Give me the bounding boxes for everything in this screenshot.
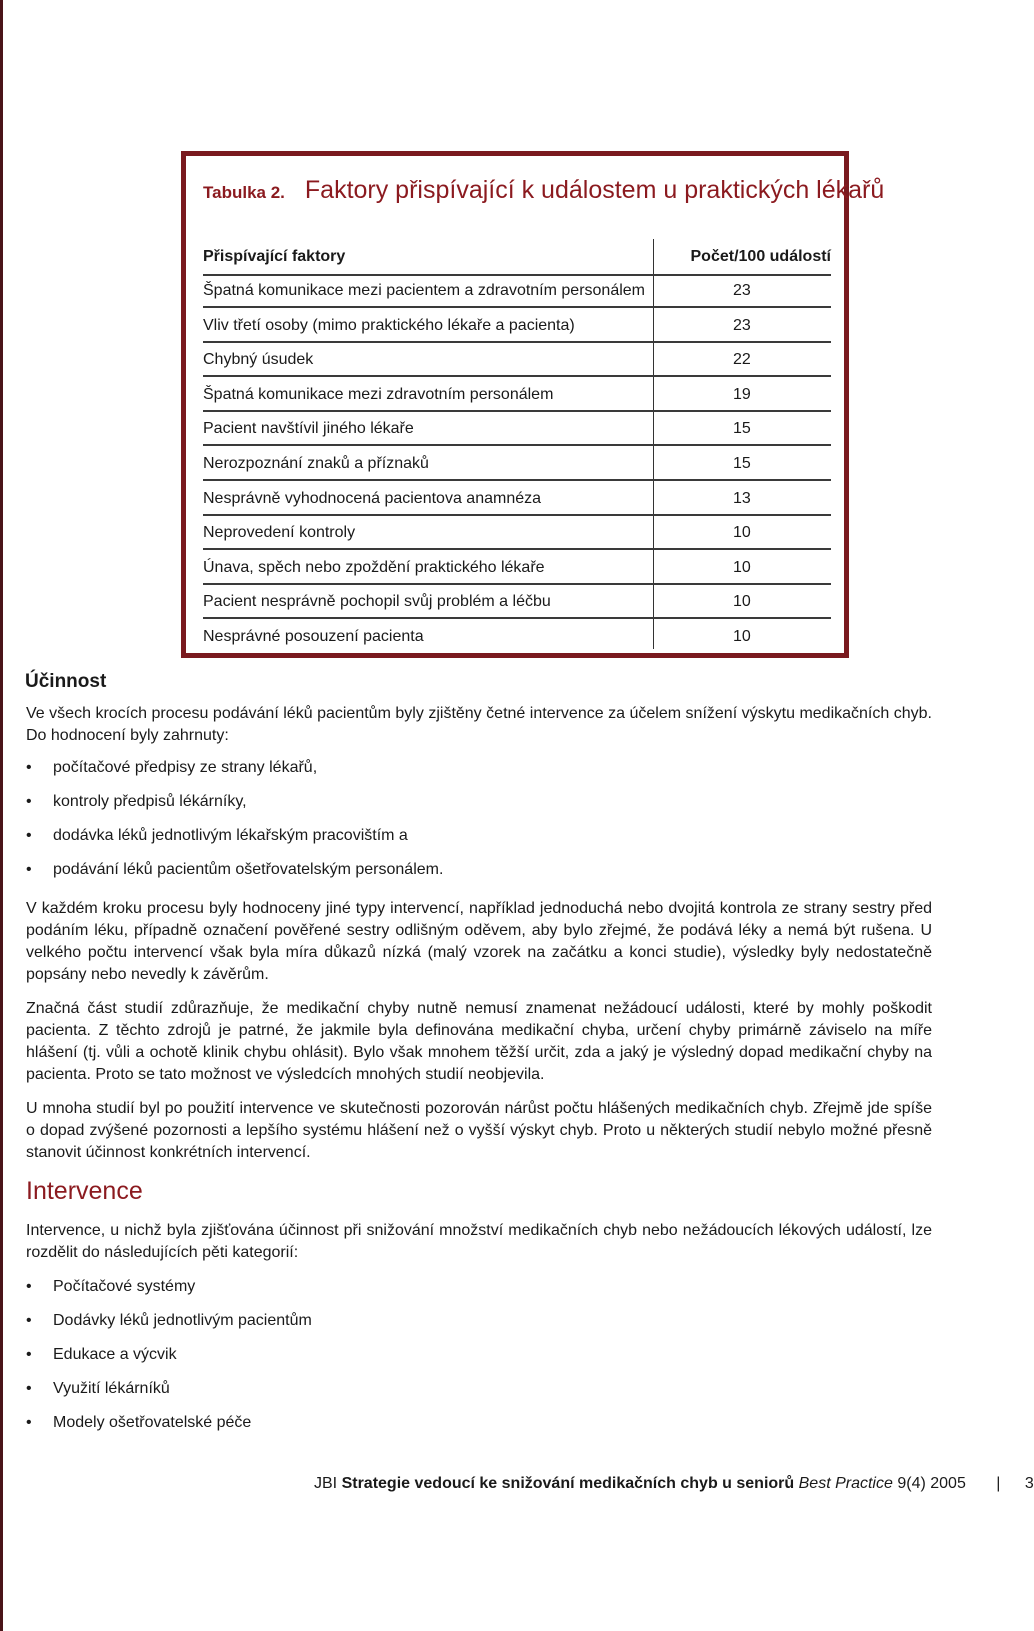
table-title: Faktory přispívající k událostem u praktických lékařů	[304, 176, 885, 204]
page-footer	[314, 1475, 1034, 1493]
factor-cell: Chybný úsudek	[203, 351, 314, 369]
footer-series: Best Practice	[798, 1475, 893, 1492]
count-cell: 15	[733, 455, 751, 472]
list-item: • podávání léků pacientům ošetřovatelským personálem.	[26, 859, 443, 893]
factors-table	[181, 151, 885, 658]
ucinnost-paragraph-1: V každém kroku procesu byly hodnoceny jiné typy intervencí, například jednoduchá nebo dvojitá kontrola ze strany sestry před podáním léku, případně označení pověřené sestry odlišným oděvem, aby bylo zřejmé, že podává léky a nemá být rušena. U velkého počtu intervencí však byla míra důkazů nízká (malý vzorek na začátku a konci studie), výsledky byly nedostatečně popsány nebo nevedly k závěrům.	[26, 900, 932, 983]
factor-cell: Vliv třetí osoby (mimo praktického lékaře a pacienta)	[203, 316, 575, 334]
table-caption	[203, 176, 884, 205]
factor-cell: Pacient navštívil jiného lékaře	[203, 420, 414, 438]
table-row	[203, 378, 831, 412]
list-item: • Modely ošetřovatelské péče	[26, 1412, 312, 1446]
table-row	[203, 620, 831, 654]
table-row	[203, 551, 831, 585]
table-row	[203, 309, 831, 343]
table-row	[203, 447, 831, 481]
factor-cell: Špatná komunikace mezi pacientem a zdravotním personálem	[203, 282, 645, 299]
table-row	[203, 482, 831, 516]
footer-issue: 9(4) 2005	[897, 1475, 966, 1492]
list-item: • Edukace a výcvik	[26, 1344, 312, 1378]
factor-cell: Nerozpoznání znaků a příznaků	[203, 455, 429, 472]
table-row	[203, 412, 831, 446]
count-cell: 10	[733, 524, 751, 542]
count-cell: 10	[733, 593, 751, 611]
list-item: • Využití lékárníků	[26, 1378, 312, 1412]
ucinnost-paragraph-2: Značná část studií zdůrazňuje, že medikační chyby nutně nemusí znamenat nežádoucí události, které by mohly poškodit pacienta. Z těchto zdrojů je patrné, že jakmile byla definována medikační chyba, určení chyby primárně záviselo na míře hlášení (tj. vůli a ochotě klinik chybu ohlásit). Bylo však mnohem těžší určit, zda a jaký je výsledný dopad medikační chyby na pacienta. Proto se tato možnost ve výsledcích mnohých studií neobjevila.	[26, 1000, 932, 1083]
list-item: • dodávka léků jednotlivým lékařským pracovištím a	[26, 825, 443, 859]
table-row	[203, 585, 831, 619]
factor-cell: Špatná komunikace mezi zdravotním personálem	[203, 385, 554, 403]
count-cell: 23	[733, 282, 751, 299]
factor-cell: Pacient nesprávně pochopil svůj problém a léčbu	[203, 593, 551, 611]
count-cell: 10	[733, 558, 751, 576]
count-cell: 10	[733, 628, 751, 645]
header-factors: Přispívající faktory	[203, 248, 346, 265]
footer-title: Strategie vedoucí ke snižování medikačních chyb u seniorů	[341, 1475, 795, 1492]
table-row	[203, 274, 831, 308]
ucinnost-intro: Ve všech krocích procesu podávání léků pacientům byly zjištěny četné intervence za účelem snížení výskytu medikačních chyb. Do hodnocení byly zahrnuty:	[26, 705, 932, 744]
factor-cell: Nesprávné posouzení pacienta	[203, 628, 424, 645]
count-cell: 23	[733, 316, 751, 334]
count-cell: 22	[733, 351, 751, 369]
factor-cell: Nesprávně vyhodnocená pacientova anamnéza	[203, 489, 542, 507]
section-heading-ucinnost: Účinnost	[25, 671, 107, 692]
ucinnost-paragraph-3: U mnoha studií byl po použití intervence ve skutečnosti pozorován nárůst počtu hlášených medikačních chyb. Zřejmě jde spíše o dopad zvýšené pozornosti a lepšího systému hlášení než o vyšší výskyt chyb. Proto u některých studií nebylo možné přesně stanovit účinnost konkrétních intervencí.	[26, 1100, 932, 1161]
list-item: • Počítačové systémy	[26, 1276, 312, 1310]
ucinnost-bullet-list	[26, 757, 443, 893]
page-left-rule	[0, 0, 3, 1631]
list-item: • kontroly předpisů lékárníky,	[26, 791, 443, 825]
table-label: Tabulka 2.	[203, 183, 285, 202]
table-row	[203, 343, 831, 377]
table-row	[203, 516, 831, 550]
footer-separator: |	[996, 1475, 1001, 1492]
page-number: 3	[1024, 1475, 1034, 1492]
header-count: Počet/100 událostí	[690, 248, 831, 265]
factor-cell: Neprovedení kontroly	[203, 524, 356, 542]
count-cell: 13	[733, 489, 751, 507]
factor-cell: Únava, spěch nebo zpoždění praktického lékaře	[203, 558, 545, 576]
intervence-intro: Intervence, u nichž byla zjišťována účinnost při snižování množství medikačních chyb nebo nežádoucích lékových událostí, lze rozdělit do následujících pěti kategorií:	[26, 1222, 932, 1261]
intervence-bullet-list	[26, 1276, 312, 1446]
footer-org: JBI	[314, 1475, 338, 1492]
list-item: • počítačové předpisy ze strany lékařů,	[26, 757, 443, 791]
count-cell: 15	[733, 420, 751, 438]
count-cell: 19	[733, 385, 751, 403]
list-item: • Dodávky léků jednotlivým pacientům	[26, 1310, 312, 1344]
section-heading-intervence: Intervence	[26, 1177, 143, 1205]
table-header	[203, 246, 831, 274]
